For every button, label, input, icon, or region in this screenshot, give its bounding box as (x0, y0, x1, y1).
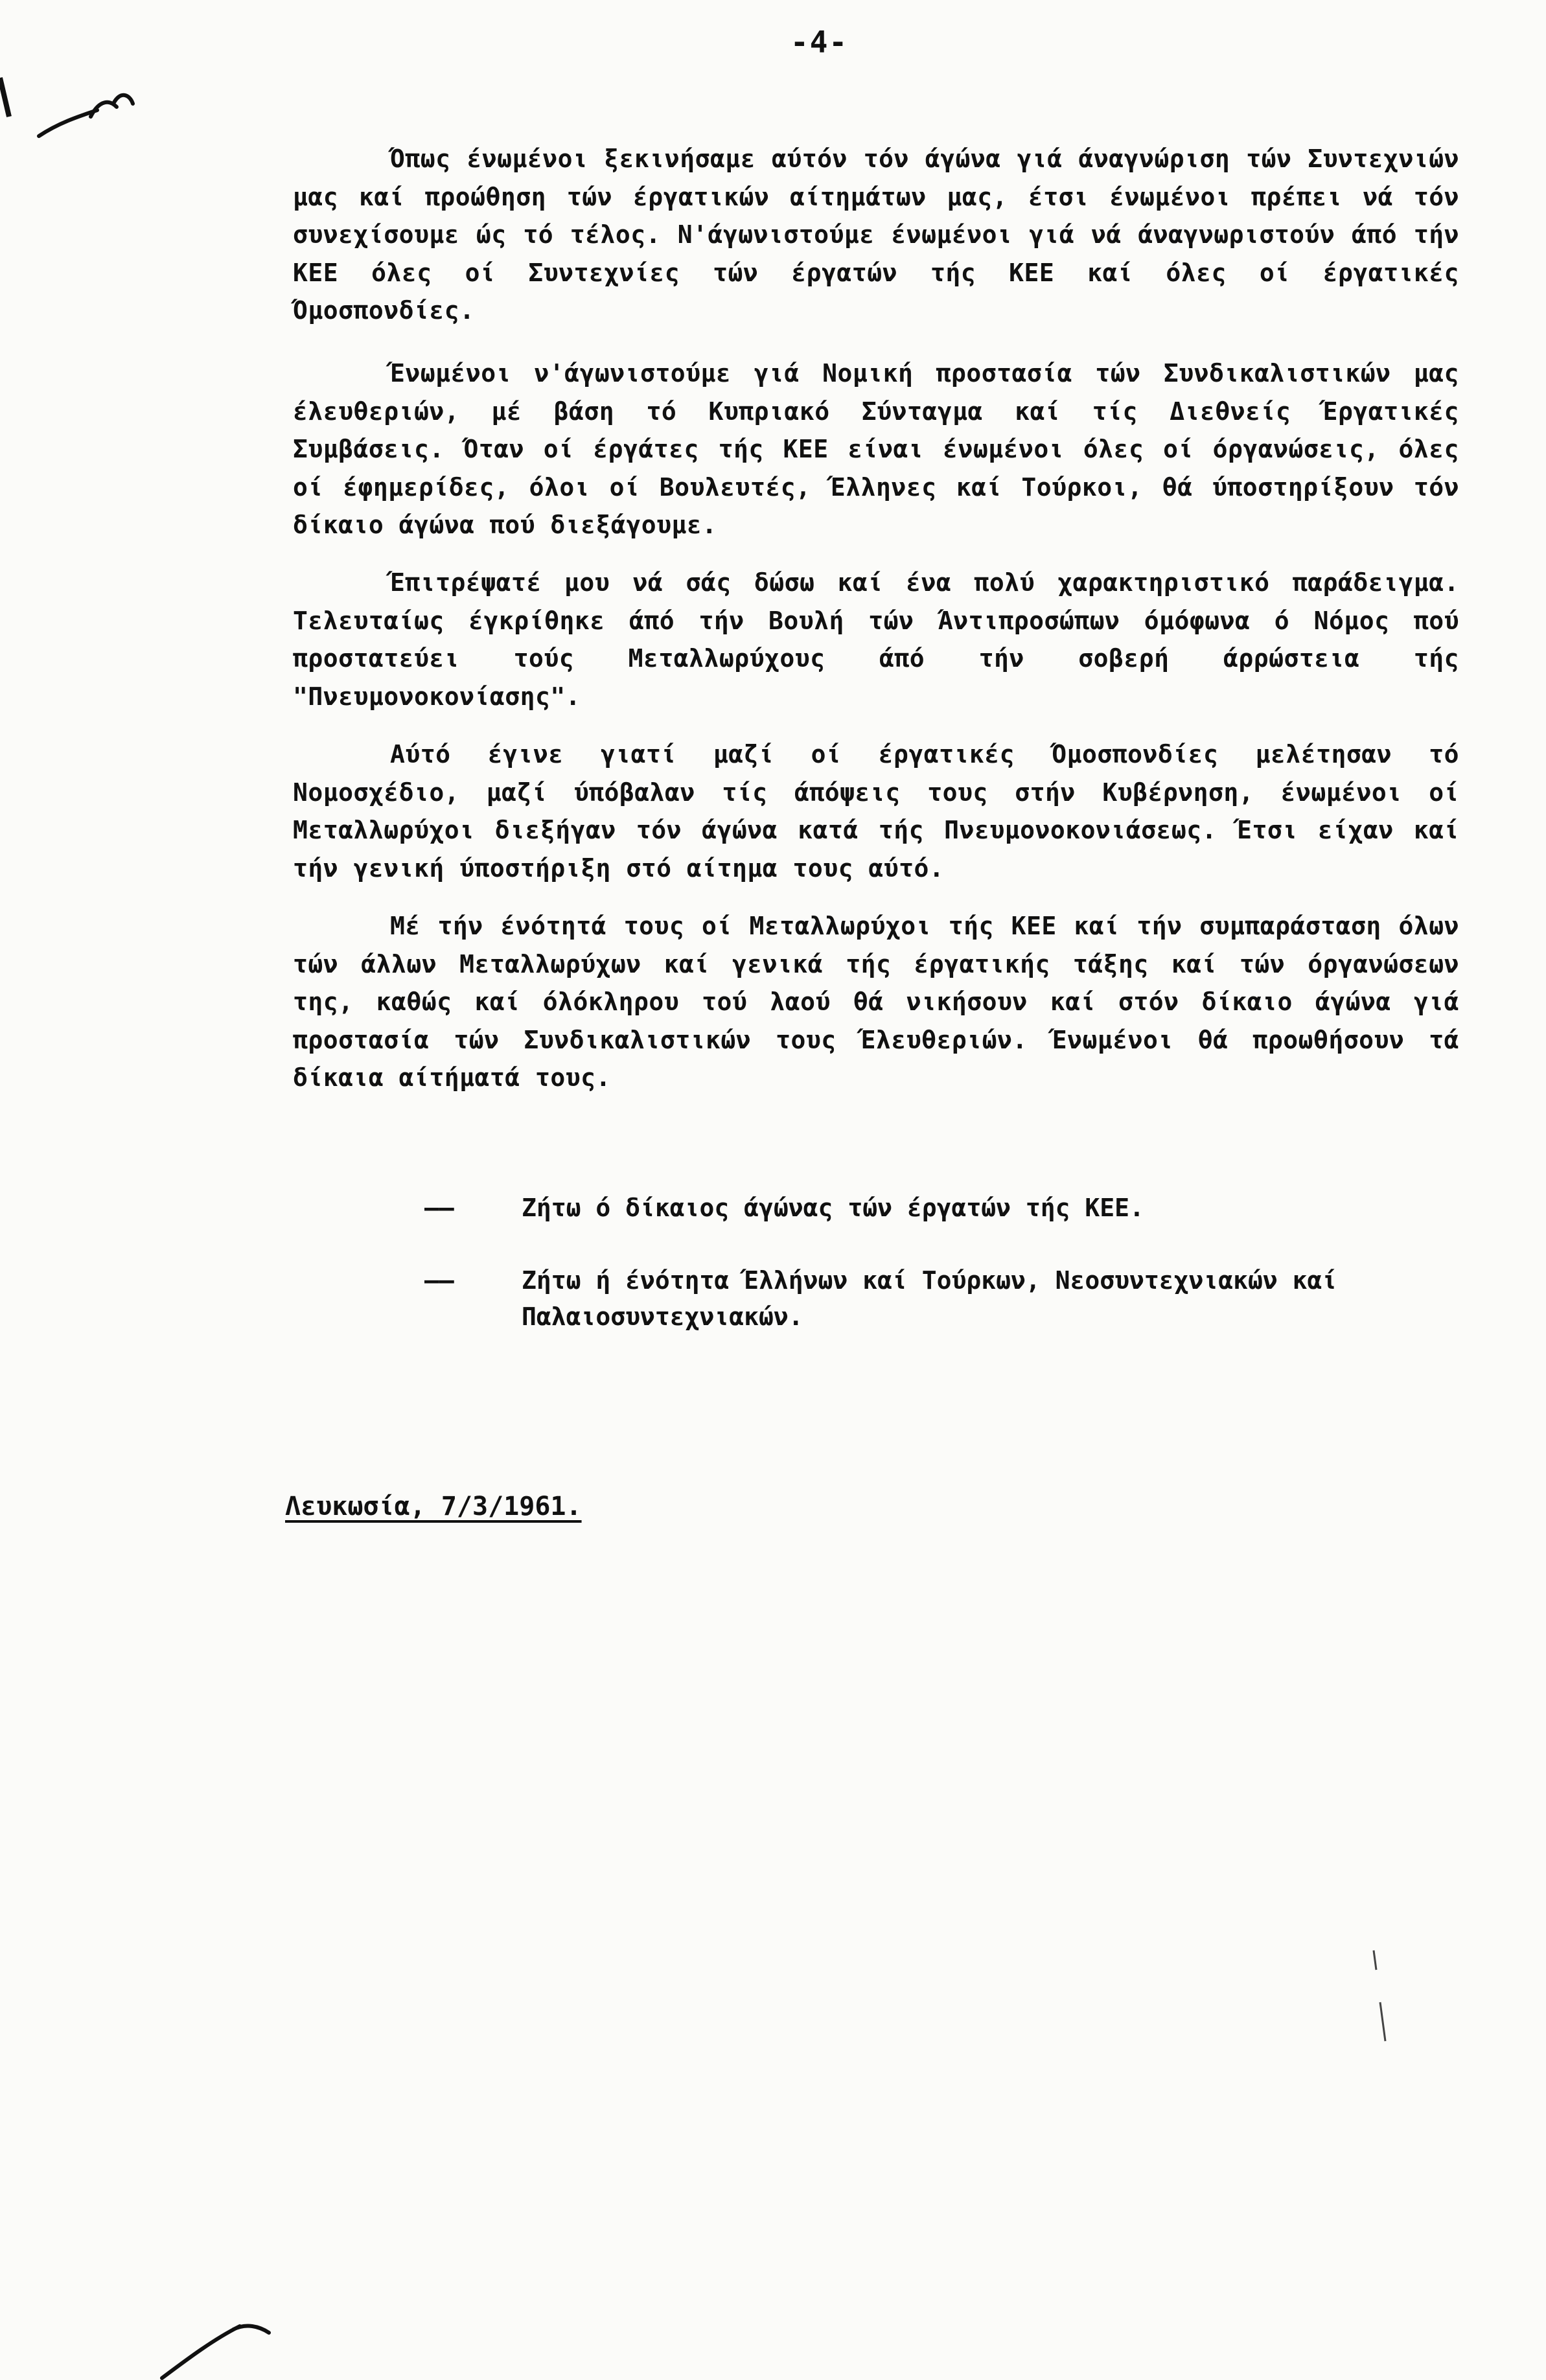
place-date-signature: Λευκωσία, 7/3/1961. (285, 1492, 582, 1521)
slogan-dash: —— (424, 1194, 454, 1222)
paragraph: Αύτό έγινε γιατί μαζί οί έργατικές Όμοσπονδίες μελέτησαν τό Νομοσχέδιο, μαζί ύπόβαλαν τίς άπόψεις τους στήν Κυβέρνηση, ένωμένοι οί Μεταλλωρύχοι διεξήγαν τόν άγώνα κατά τής Πνευμονοκονιάσεως. Έτσι είχαν καί τήν γενική ύποστήριξη στό αίτημα τους αύτό. (293, 740, 1459, 883)
paragraph: Όπως ένωμένοι ξεκινήσαμε αύτόν τόν άγώνα γιά άναγνώριση τών Συντεχνιών μας καί προώθηση τών έργατικών αίτημάτων μας, έτσι ένωμένοι πρέπει νά τόν συνεχίσουμε ώς τό τέλος. Ν'άγωνιστούμε ένωμένοι γιά νά άναγνωριστούν άπό τήν ΚΕΕ όλες οί Συντεχνίες τών έργατών τής ΚΕΕ καί όλες οί έργατικές Όμοσπονδίες. (293, 144, 1459, 325)
slogan-dash: —— (424, 1266, 454, 1295)
pen-mark-top-left (0, 39, 168, 143)
paragraph: Μέ τήν ένότητά τους οί Μεταλλωρύχοι τής ΚΕΕ καί τήν συμπαράσταση όλων τών άλλων Μεταλλωρύχων καί γενικά τής έργατικής τάξης καί τών όργανώσεων της, καθώς καί όλόκληρου τού λαού θά νικήσουν καί στόν δίκαιο άγώνα γιά προστασία τών Συνδικαλιστικών τους Έλευθεριών. Ένωμένοι θά προωθήσουν τά δίκαια αίτήματά τους. (293, 912, 1459, 1092)
slogan-item (424, 1190, 1461, 1226)
page-number: -4- (790, 25, 849, 60)
slogan-text: Ζήτω ή ένότητα Έλλήνων καί Τούρκων, Νεοσυντεχνιακών καί Παλαιοσυντεχνιακών. (522, 1266, 1337, 1331)
paragraph: Έπιτρέψατέ μου νά σάς δώσω καί ένα πολύ χαρακτηριστικό παράδειγμα. Τελευταίως έγκρίθηκε άπό τήν Βουλή τών Άντιπροσώπων όμόφωνα ό Νόμος πού προστατεύει τούς Μεταλλωρύχους άπό τήν σοβερή άρρώστεια τής "Πνευμονοκονίασης". (293, 568, 1459, 711)
scan-speck (1361, 1944, 1400, 2048)
paragraph: Ένωμένοι ν'άγωνιστούμε γιά Νομική προστασία τών Συνδικαλιστικών μας έλευθεριών, μέ βάση τό Κυπριακό Σύνταγμα καί τίς Διεθνείς Έργατικές Συμβάσεις. Όταν οί έργάτες τής ΚΕΕ είναι ένωμένοι όλες οί όργανώσεις, όλες οί έφημερίδες, όλοι οί Βουλευτές, Έλληνες καί Τούρκοι, θά ύποστηρίξουν τόν δίκαιο άγώνα πού διεξάγουμε. (293, 359, 1459, 539)
pen-mark-bottom-left (156, 2307, 285, 2380)
slogan-text: Ζήτω ό δίκαιος άγώνας τών έργατών τής ΚΕΕ. (522, 1194, 1144, 1222)
slogan-item (424, 1262, 1461, 1335)
